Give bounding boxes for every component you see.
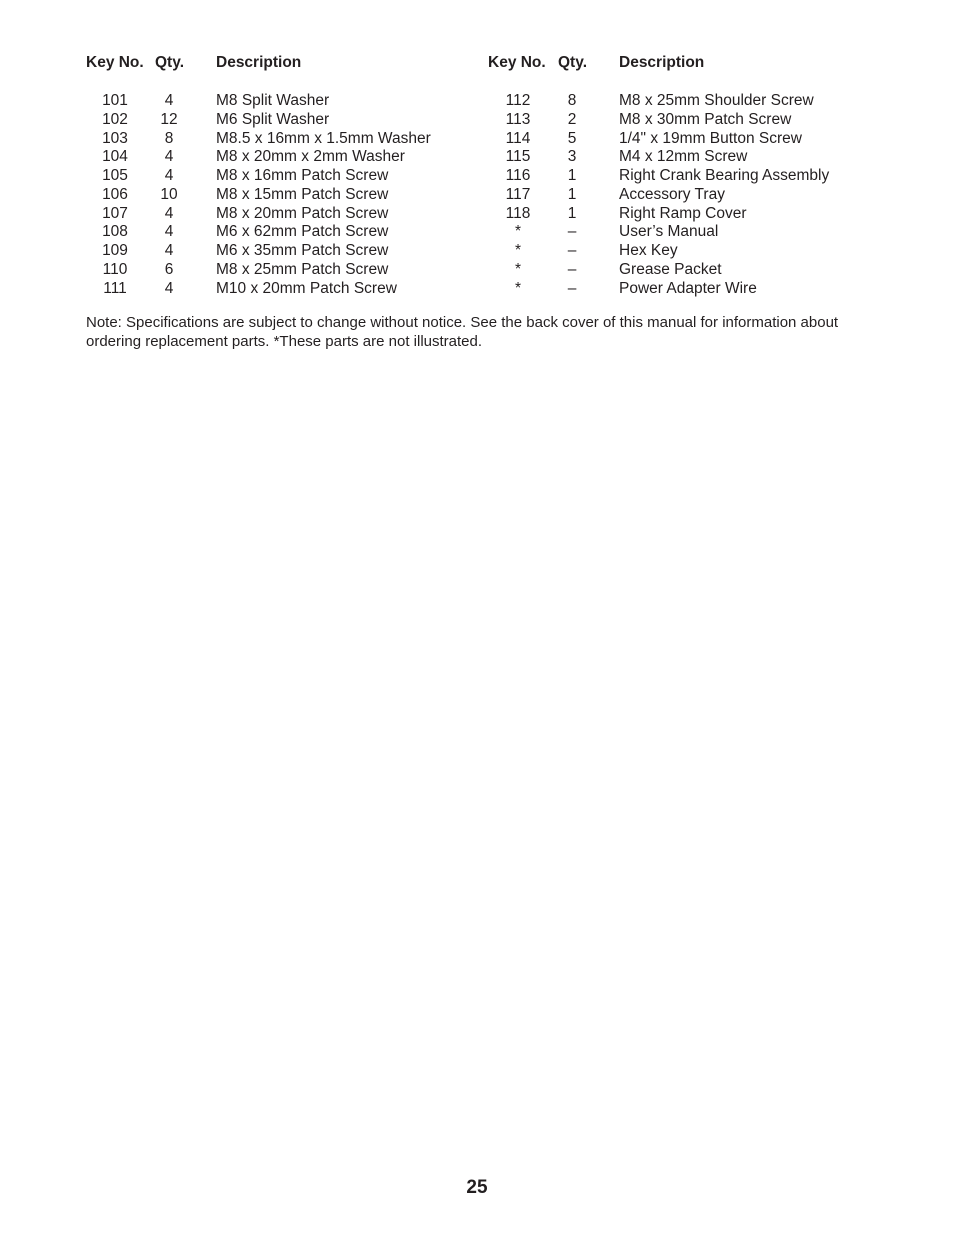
description-cell: M8 Split Washer xyxy=(216,92,330,109)
description-cell: M8 x 15mm Patch Screw xyxy=(216,185,389,203)
key-no-cell: 104 xyxy=(102,148,128,166)
qty-cell: 1 xyxy=(567,185,577,203)
description-cell: M6 x 35mm Patch Screw xyxy=(216,242,389,259)
description-cell: M8.5 x 16mm x 1.5mm Washer xyxy=(216,129,431,147)
qty-cell: – xyxy=(567,260,577,278)
key-no-cell: 105 xyxy=(102,167,128,184)
qty-cell: 3 xyxy=(567,148,577,166)
key-no-cell: 101 xyxy=(102,92,128,109)
key-no-cell: 118 xyxy=(505,204,531,222)
key-no-cell: 115 xyxy=(505,148,531,166)
key-no-cell: 108 xyxy=(102,223,128,241)
key-no-cell: 106 xyxy=(102,185,128,203)
qty-cell: 8 xyxy=(164,129,174,147)
key-no-cell: 111 xyxy=(103,279,127,297)
description-cell: M8 x 25mm Shoulder Screw xyxy=(619,92,814,109)
qty-cell: – xyxy=(567,223,577,241)
key-no-cell: 113 xyxy=(505,110,531,128)
qty-cell: 4 xyxy=(164,242,174,259)
description-cell: M8 x 25mm Patch Screw xyxy=(216,260,389,278)
key-no-cell: * xyxy=(514,242,522,259)
qty-cell: 4 xyxy=(164,148,174,166)
key-no-cell: 107 xyxy=(102,204,128,222)
description-cell: 1/4" x 19mm Button Screw xyxy=(619,129,802,147)
qty-cell: 4 xyxy=(164,223,174,241)
description-cell: M8 x 20mm Patch Screw xyxy=(216,204,389,222)
key-no-cell: 114 xyxy=(505,129,531,147)
key-no-cell: 102 xyxy=(102,110,128,128)
qty-cell: 4 xyxy=(164,279,174,297)
description-cell: Right Ramp Cover xyxy=(619,204,747,222)
header-key-no: Key No. xyxy=(488,54,546,71)
qty-cell: – xyxy=(567,279,577,297)
key-no-cell: 110 xyxy=(102,260,128,278)
description-cell: User’s Manual xyxy=(619,223,719,241)
qty-cell: 12 xyxy=(160,110,178,128)
description-cell: M10 x 20mm Patch Screw xyxy=(216,279,397,297)
description-cell: Hex Key xyxy=(619,242,678,259)
qty-cell: 1 xyxy=(567,167,577,184)
key-no-cell: 112 xyxy=(505,92,531,109)
qty-cell: 1 xyxy=(567,204,577,222)
specifications-note: Note: Specifications are subject to change without notice. See the back cover of this manual for information about ordering replacement parts. *These parts are not illustrated. xyxy=(86,314,839,350)
key-no-cell: * xyxy=(514,260,522,278)
description-cell: Power Adapter Wire xyxy=(619,279,757,297)
description-cell: M8 x 20mm x 2mm Washer xyxy=(216,148,405,166)
description-cell: M8 x 30mm Patch Screw xyxy=(619,110,792,128)
description-cell: M6 x 62mm Patch Screw xyxy=(216,223,389,241)
qty-cell: 8 xyxy=(567,92,577,109)
description-cell: M8 x 16mm Patch Screw xyxy=(216,167,389,184)
header-key-no: Key No. xyxy=(86,54,144,71)
qty-cell: 4 xyxy=(164,167,174,184)
qty-cell: 6 xyxy=(164,260,174,278)
description-cell: Grease Packet xyxy=(619,260,722,278)
header-description: Description xyxy=(619,54,705,71)
key-no-cell: 109 xyxy=(102,242,128,259)
key-no-cell: 116 xyxy=(505,167,531,184)
qty-cell: 2 xyxy=(567,110,577,128)
qty-cell: 4 xyxy=(164,204,174,222)
header-qty: Qty. xyxy=(558,54,587,71)
header-qty: Qty. xyxy=(155,54,184,71)
header-description: Description xyxy=(216,54,302,71)
description-cell: M6 Split Washer xyxy=(216,110,330,128)
key-no-cell: 103 xyxy=(102,129,128,147)
key-no-cell: * xyxy=(514,279,522,297)
qty-cell: – xyxy=(567,242,577,259)
key-no-cell: 117 xyxy=(505,185,531,203)
qty-cell: 10 xyxy=(160,185,178,203)
key-no-cell: * xyxy=(514,223,522,241)
qty-cell: 4 xyxy=(164,92,174,109)
description-cell: M4 x 12mm Screw xyxy=(619,148,748,166)
qty-cell: 5 xyxy=(567,129,577,147)
description-cell: Right Crank Bearing Assembly xyxy=(619,167,830,184)
page-number: 25 xyxy=(466,1177,488,1198)
description-cell: Accessory Tray xyxy=(619,185,725,203)
